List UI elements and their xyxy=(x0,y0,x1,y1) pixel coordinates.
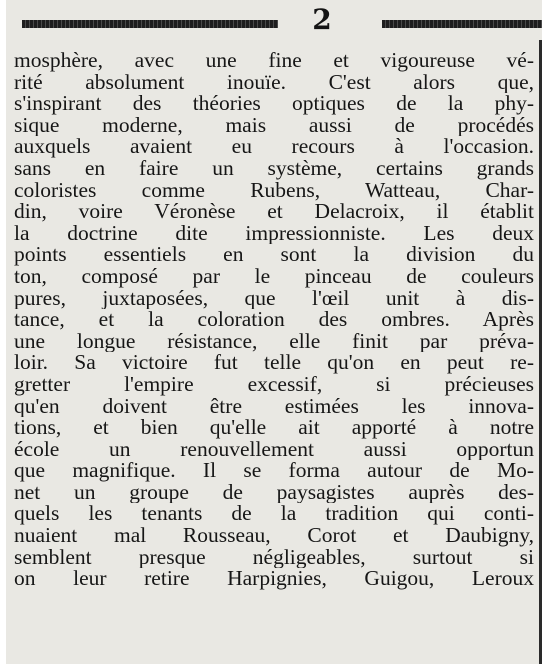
text-line: la doctrine dite impressionniste. Les deux xyxy=(14,222,534,245)
text-line: on leur retire Harpignies, Guigou, Leroux xyxy=(14,568,534,590)
text-line: sans en faire un système, certains grands xyxy=(14,157,534,180)
text-line: net un groupe de paysagistes auprès des- xyxy=(14,481,534,504)
clipping-edge xyxy=(539,40,542,664)
article-column xyxy=(14,50,534,590)
page-number: 2 xyxy=(312,3,332,36)
text-line: tions, et bien qu'elle ait apporté à notre xyxy=(14,417,534,439)
text-line: que magnifique. Il se forma autour de Mo- xyxy=(14,460,534,482)
text-line: sique moderne, mais aussi de procédés xyxy=(14,114,534,137)
newspaper-clipping xyxy=(6,0,542,664)
text-line: nuaient mal Rousseau, Corot et Daubigny, xyxy=(14,525,534,547)
text-line: une longue résistance, elle finit par préva- xyxy=(14,330,534,353)
text-line: rité absolument inouïe. C'est alors que, xyxy=(14,71,534,94)
text-line: quels les tenants de la tradition qui conti- xyxy=(14,503,534,526)
text-line: points essentiels en sont la division du xyxy=(14,244,534,266)
text-line: semblent presque négligeables, surtout si xyxy=(14,546,534,569)
header-rule-right xyxy=(382,20,542,28)
text-line: ton, composé par le pinceau de couleurs xyxy=(14,265,534,288)
text-line: auxquels avaient eu recours à l'occasion. xyxy=(14,136,534,158)
text-line: s'inspirant des théories optiques de la phy- xyxy=(14,93,534,115)
header-rule-left xyxy=(22,20,278,28)
text-line: tance, et la coloration des ombres. Après xyxy=(14,309,534,331)
text-line: mosphère, avec une fine et vigoureuse vé- xyxy=(14,50,534,72)
text-line: coloristes comme Rubens, Watteau, Char- xyxy=(14,179,534,202)
text-line: pures, juxtaposées, que l'œil unit à dis- xyxy=(14,287,534,310)
text-line: école un renouvellement aussi opportun xyxy=(14,438,534,461)
text-line: gretter l'empire excessif, si précieuses xyxy=(14,373,534,396)
text-line: qu'en doivent être estimées les innova- xyxy=(14,395,534,418)
text-line: loir. Sa victoire fut telle qu'on en peut re- xyxy=(14,352,534,374)
text-line: din, voire Véronèse et Delacroix, il établit xyxy=(14,201,534,223)
